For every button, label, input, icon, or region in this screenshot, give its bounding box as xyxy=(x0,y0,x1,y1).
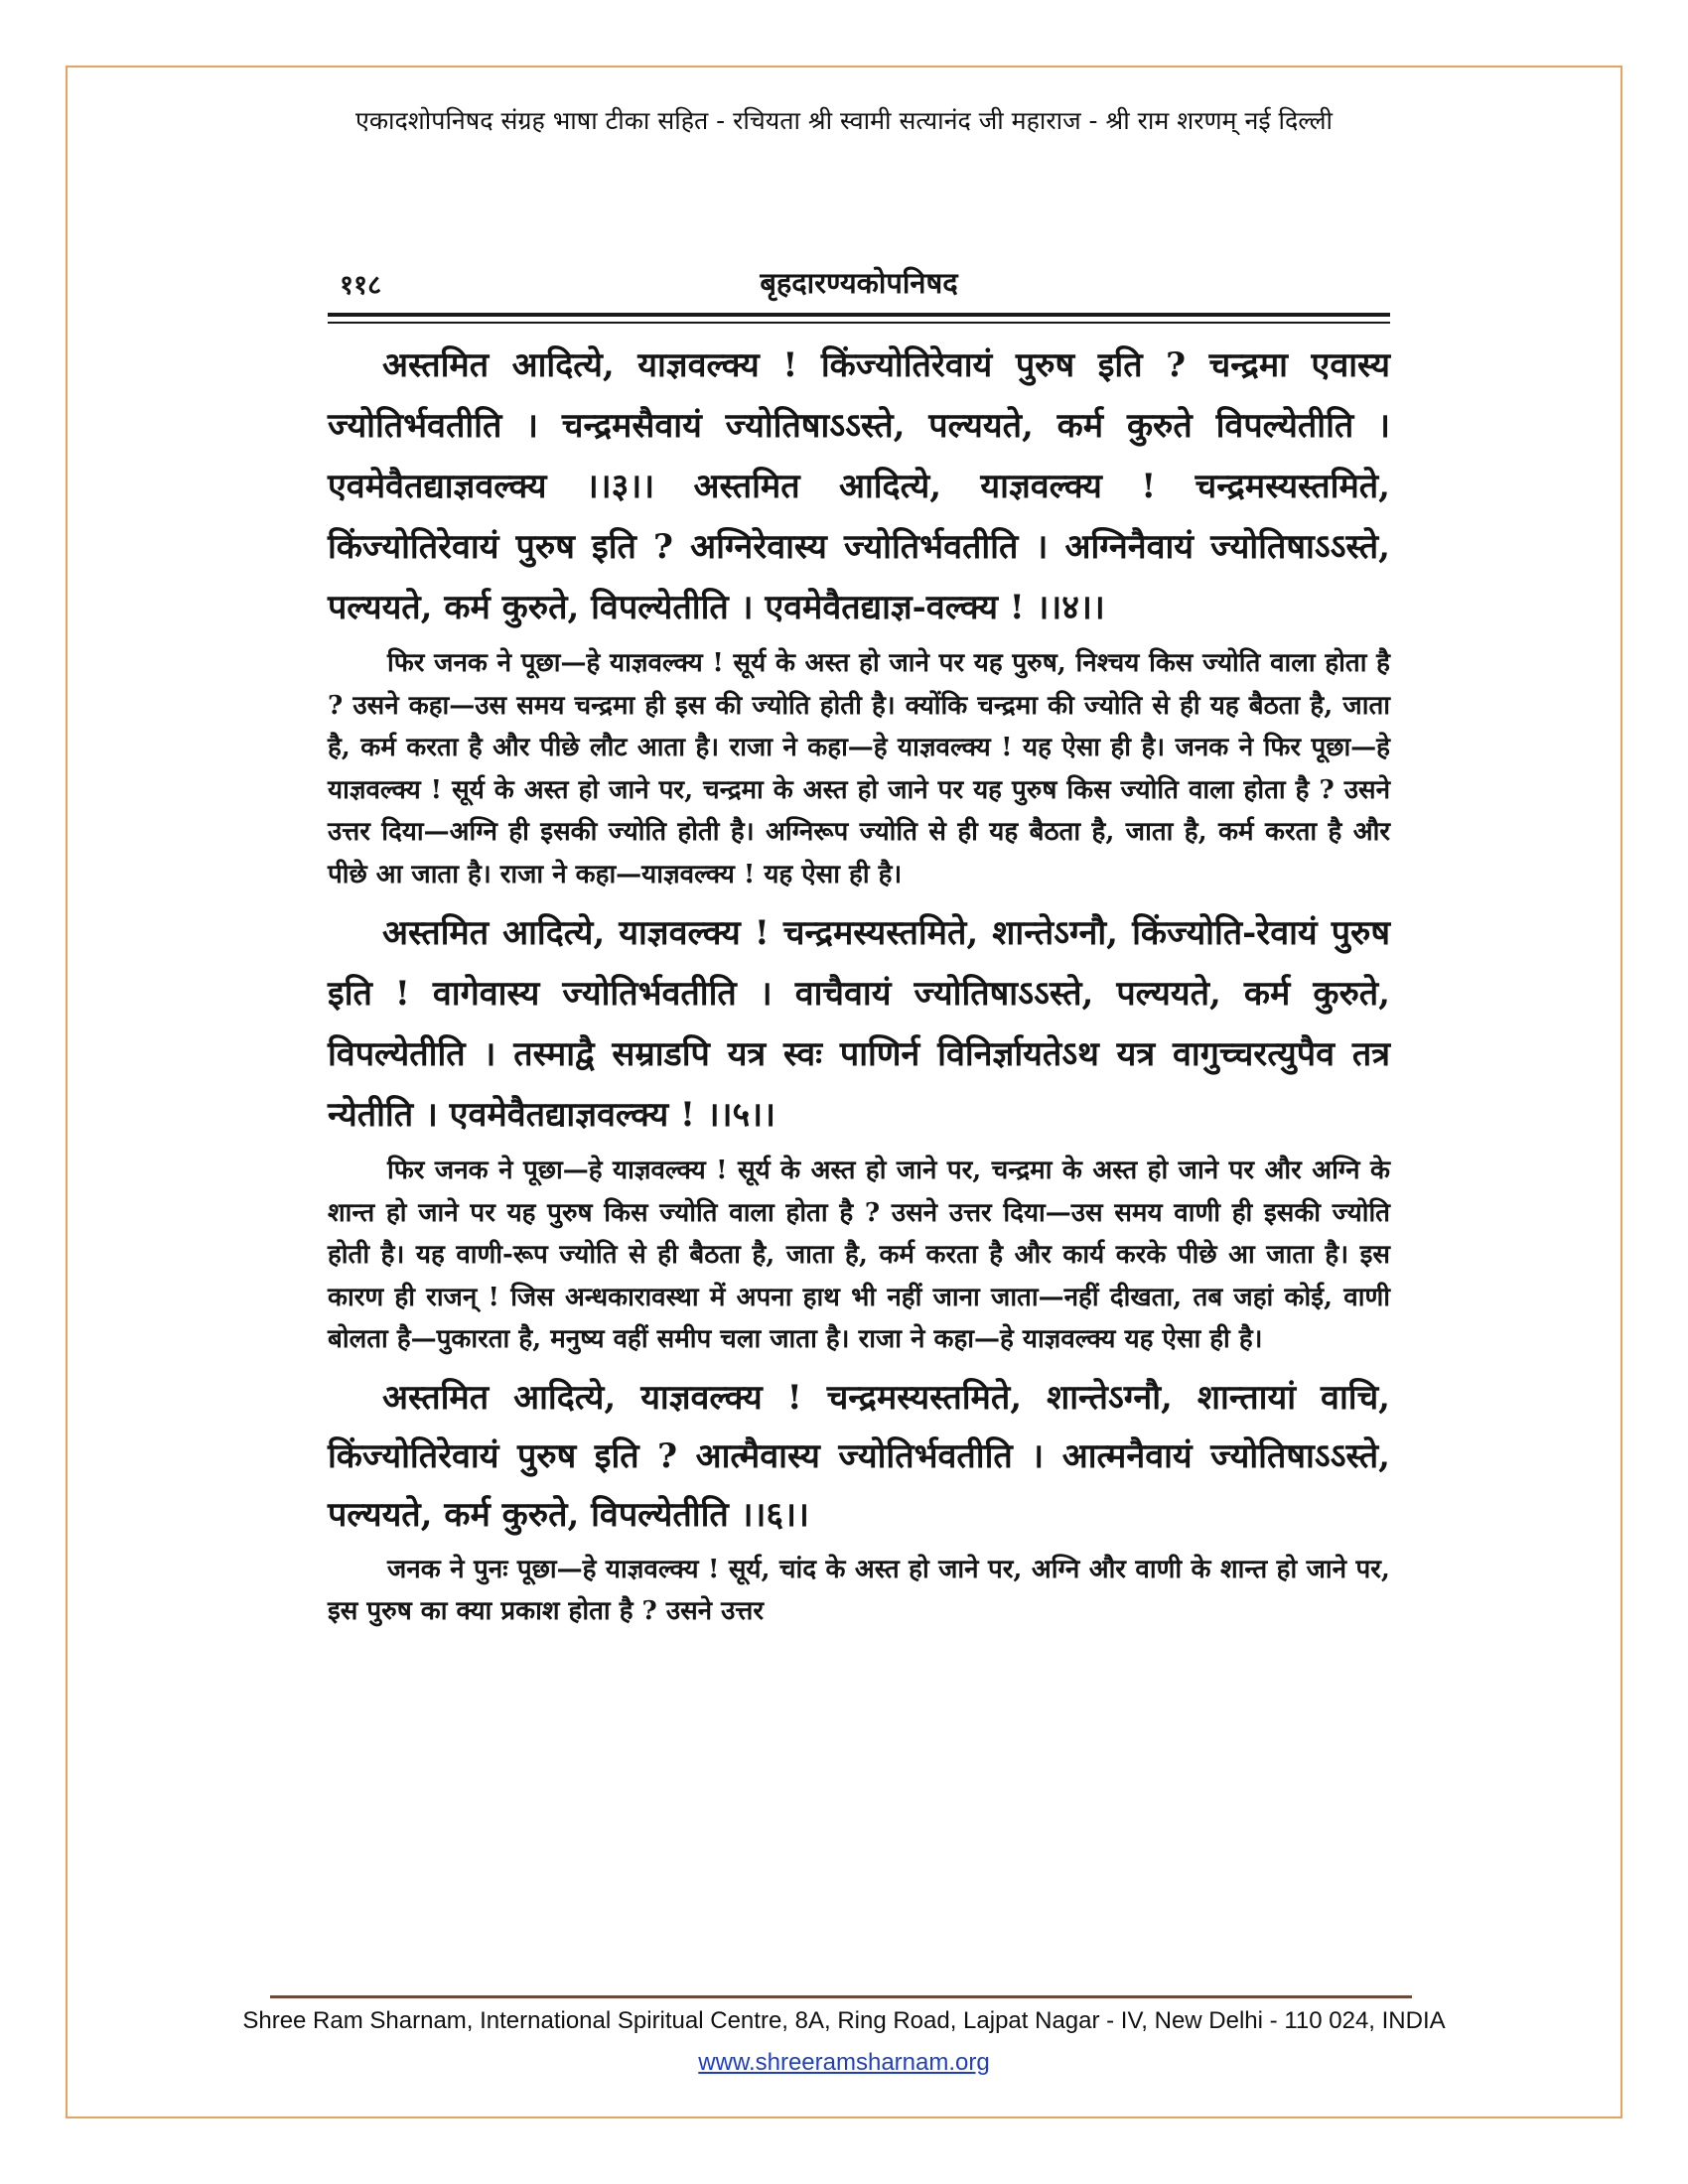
verse-5: अस्तमित आदित्ये, याज्ञवल्क्य ! चन्द्रमस्यस्तमिते, शान्तेऽग्नौ, किंज्योति-रेवायं पुरुष इति ! वागेवास्य ज्योतिर्भवतीति । वाचैवायं ज्योतिषाऽऽस्ते, पल्ययते, कर्म कुरुते, विपल्येतीति । तस्माद्वै सम्राडपि यत्र स्वः पाणिर्न विनिर्ज्ञायतेऽथ यत्र वागुच्चरत्युपैव तत्र न्येतीति । एवमेवैतद्याज्ञवल्क्य ! ।।५।। xyxy=(328,913,1390,1135)
page-number: ११८ xyxy=(340,270,382,301)
verse-6: अस्तमित आदित्ये, याज्ञवल्क्य ! चन्द्रमस्यस्तमिते, शान्तेऽग्नौ, शान्तायां वाचि, किंज्योतिरेवायं पुरुष इति ? आत्मैवास्य ज्योतिर्भवतीति । आत्मनैवायं ज्योतिषाऽऽस्ते, पल्ययते, कर्म कुरुते, विपल्येतीति ।।६।। xyxy=(328,1377,1390,1535)
scanned-page xyxy=(328,253,1390,1990)
translation-6: जनक ने पुनः पूछा—हे याज्ञवल्क्य ! सूर्य, चांद के अस्त हो जाने पर, अग्नि और वाणी के शान्त हो जाने पर, इस पुरुष का क्या प्रकाश होता है ? उसने उत्तर xyxy=(328,1554,1390,1626)
footer-address: Shree Ram Sharnam, International Spiritual Centre, 8A, Ring Road, Lajpat Nagar - IV, New Delhi - 110 024, INDIA xyxy=(242,2007,1446,2034)
website-link[interactable]: www.shreeramsharnam.org xyxy=(698,2049,990,2076)
translation-3-4: फिर जनक ने पूछा—हे याज्ञवल्क्य ! सूर्य के अस्त हो जाने पर यह पुरुष, निश्चय किस ज्योति वाला होता है ? उसने कहा—उस समय चन्द्रमा ही इस की ज्योति होती है। क्योंकि चन्द्रमा की ज्योति से ही यह बैठता है, जाता है, कर्म करता है और पीछे लौट आता है। राजा ने कहा—हे याज्ञवल्क्य ! यह ऐसा ही है। जनक ने फिर पूछा—हे याज्ञवल्क्य ! सूर्य के अस्त हो जाने पर, चन्द्रमा के अस्त हो जाने पर यह पुरुष किस ज्योति वाला होता है ? उसने उत्तर दिया—अग्नि ही इसकी ज्योति होती है। अग्निरूप ज्योति से ही यह बैठता है, जाता है, कर्म करता है और पीछे आ जाता है। राजा ने कहा—याज्ञवल्क्य ! यह ऐसा ही है। xyxy=(328,648,1390,889)
translation-5: फिर जनक ने पूछा—हे याज्ञवल्क्य ! सूर्य के अस्त हो जाने पर, चन्द्रमा के अस्त हो जाने पर और अग्नि के शान्त हो जाने पर यह पुरुष किस ज्योति वाला होता है ? उसने उत्तर दिया—उस समय वाणी ही इसकी ज्योति होती है। यह वाणी-रूप ज्योति से ही बैठता है, जाता है, कर्म करता है और कार्य करके पीछे आ जाता है। इस कारण ही राजन् ! जिस अन्धकारावस्था में अपना हाथ भी नहीं जाना जाता—नहीं दीखता, तब जहां कोई, वाणी बोलता है—पुकारता है, मनुष्य वहीं समीप चला जाता है। राजा ने कहा—हे याज्ञवल्क्य यह ऐसा ही है। xyxy=(328,1156,1390,1354)
header-rule-thin xyxy=(328,322,1390,324)
running-head xyxy=(328,253,1390,313)
verse-3-4: अस्तमित आदित्ये, याज्ञवल्क्य ! किंज्योतिरेवायं पुरुष इति ? चन्द्रमा एवास्य ज्योतिर्भवतीति । चन्द्रमसैवायं ज्योतिषाऽऽस्ते, पल्ययते, कर्म कुरुते विपल्येतीति । एवमेवैतद्याज्ञवल्क्य ।।३।। अस्तमित आदित्ये, याज्ञवल्क्य ! चन्द्रमस्यस्तमिते, किंज्योतिरेवायं पुरुष इति ? अग्निरेवास्य ज्योतिर्भवतीति । अग्निनैवायं ज्योतिषाऽऽस्ते, पल्ययते, कर्म कुरुते, विपल्येतीति । एवमेवैतद्याज्ञ-वल्क्य ! ।।४।। xyxy=(328,345,1390,627)
document-header-title: एकादशोपनिषद संग्रह भाषा टीका सहित - रचियता श्री स्वामी सत्यानंद जी महाराज - श्री राम शरणम् नई दिल्ली xyxy=(355,106,1333,135)
running-title: बृहदारण्यकोपनिषद xyxy=(760,266,958,300)
header-rule-thick xyxy=(328,313,1390,317)
footer-rule xyxy=(270,1995,1412,1998)
